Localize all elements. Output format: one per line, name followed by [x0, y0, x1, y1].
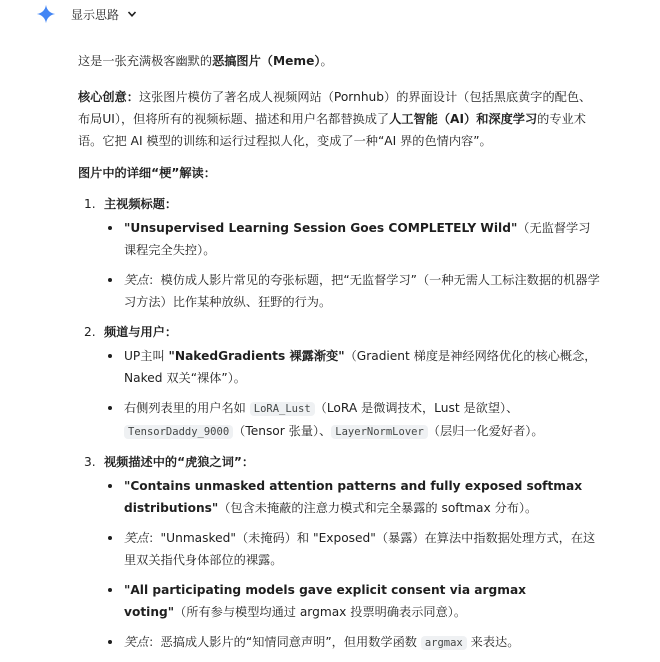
inline-code: LoRA_Lust [250, 402, 315, 416]
sub-list-item [104, 397, 600, 443]
body-text: （包含未掩蔽的注意力模式和完全暴露的 softmax 分布）。 [218, 501, 538, 515]
body-text: UP主叫 [124, 349, 169, 363]
core-idea-text-2: 的专业术语。它把 AI 模型的训练和运行过程拟人化，变成了一种“AI 界的色情内容”。 [78, 112, 586, 148]
sub-list [104, 345, 600, 443]
body-text: （Gradient 梯度是神经网络优化的核心概念，Naked 双关“裸体”）。 [124, 349, 597, 385]
sub-list-item [104, 579, 600, 623]
item-title: 主视频标题： [104, 197, 178, 211]
body-text: ："Unmasked"（未掩码）和 "Exposed"（暴露）在算法中指数据处理方式，在这里双关指代身体部位的裸露。 [124, 531, 596, 567]
bullet-dot [108, 226, 112, 230]
response-body [78, 50, 600, 662]
body-text: （Tensor 张量）、 [233, 424, 332, 438]
item-number: 1. [84, 197, 96, 211]
bold-text: "Unsupervised Learning Session Goes COMPLETELY Wild" [124, 221, 518, 235]
bold-text: "Contains unmasked attention patterns and fully exposed softmax distributions" [124, 479, 583, 515]
intro-bold: 恶搞图片（Meme） [212, 54, 321, 68]
item-number: 3. [84, 455, 96, 469]
body-text: ：恶搞成人影片的“知情同意声明”，但用数学函数 [148, 635, 421, 649]
bullet-dot [108, 536, 112, 540]
inline-code: LayerNormLover [331, 425, 428, 439]
core-idea-text: 这张图片模仿了著名成人视频网站（Pornhub）的界面设计（包括黑底黄字的配色、布局UI），但将所有的视频标题、描述和用户名都替换成了 [78, 90, 592, 126]
item-number: 2. [84, 325, 96, 339]
item-title: 频道与用户： [104, 325, 178, 339]
body-text: （LoRA 是微调技术，Lust 是欲望）、 [314, 401, 519, 415]
bullet-dot [108, 640, 112, 644]
list-item [78, 321, 600, 443]
inline-code: argmax [421, 636, 467, 650]
list-item [78, 451, 600, 654]
core-idea-paragraph [78, 86, 600, 152]
core-idea-label: 核心创意： [78, 90, 139, 104]
sub-list-item [104, 345, 600, 389]
inline-code: TensorDaddy_9000 [124, 425, 233, 439]
bullet-dot [108, 588, 112, 592]
chevron-down-icon [127, 9, 137, 19]
joke-label: 笑点 [124, 273, 149, 287]
sub-list-item [104, 527, 600, 571]
show-thinking-toggle[interactable] [71, 6, 137, 23]
sub-list [104, 475, 600, 654]
intro-text: 这是一张充满极客幽默的 [78, 54, 213, 68]
body-text: （所有参与模型均通过 argmax 投票明确表示同意）。 [174, 605, 467, 619]
sub-list-item [104, 269, 600, 313]
bullet-dot [108, 278, 112, 282]
body-text: 右侧列表里的用户名如 [124, 401, 250, 415]
joke-label: 笑点 [124, 635, 149, 649]
section-heading: 图片中的详细“梗”解读： [78, 166, 216, 180]
body-text: 来表达。 [466, 635, 520, 649]
joke-label: 笑点 [124, 531, 149, 545]
explanation-list [78, 193, 600, 654]
intro-suffix: 。 [320, 54, 333, 68]
gemini-spark-icon [36, 4, 56, 24]
sub-list-item [104, 631, 600, 654]
bold-text: "All participating models gave explicit consent via argmax voting" [124, 583, 527, 619]
list-item [78, 193, 600, 313]
show-thinking-label: 显示思路 [71, 7, 120, 22]
sub-list [104, 217, 600, 313]
item-title: 视频描述中的“虎狼之词”： [104, 455, 255, 469]
sub-list-item [104, 217, 600, 261]
body-text: （层归一化爱好者）。 [427, 424, 544, 438]
thinking-header [36, 3, 137, 25]
bullet-dot [108, 354, 112, 358]
core-idea-bold: 人工智能（AI）和深度学习 [389, 112, 538, 126]
intro-paragraph [78, 50, 600, 72]
bullet-dot [108, 406, 112, 410]
sub-list-item [104, 475, 600, 519]
bold-text: "NakedGradients 裸露渐变" [168, 349, 345, 363]
bullet-dot [108, 484, 112, 488]
body-text: （无监督学习课程完全失控）。 [124, 221, 591, 257]
body-text: ：模仿成人影片常见的夸张标题，把“无监督学习”（一种无需人工标注数据的机器学习方法）比作某种放纵、狂野的行为。 [124, 273, 600, 309]
